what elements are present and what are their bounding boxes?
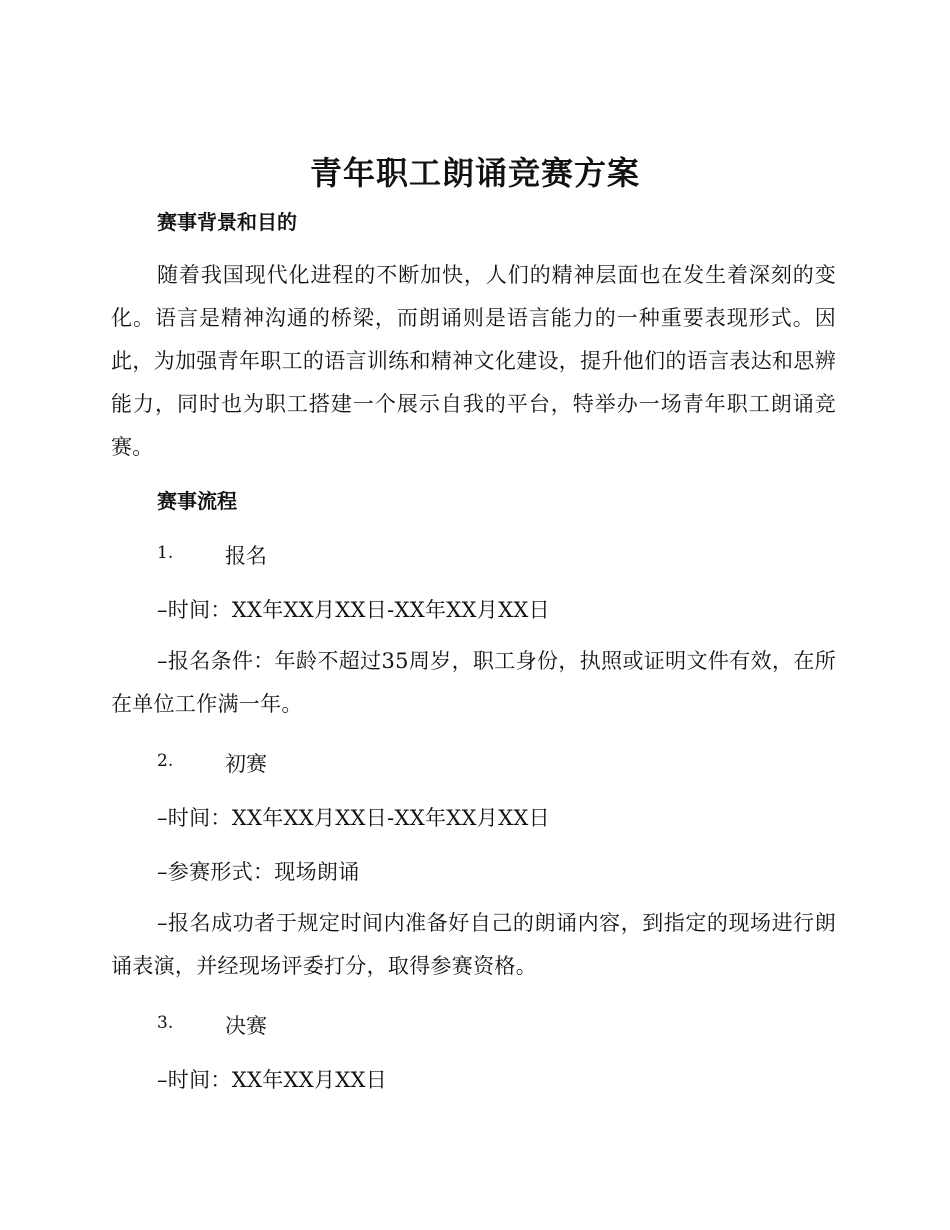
step-detail-line: –时间：XX年XX月XX日-XX年XX月XX日 [157, 598, 550, 622]
step-number: 1. [157, 543, 174, 563]
document-title: 青年职工朗诵竞赛方案 [309, 154, 640, 192]
step-label-preliminary: 初赛 [225, 752, 267, 776]
step-detail-paragraph: –报名成功者于规定时间内准备好自己的朗诵内容，到指定的现场进行朗诵表演，并经现场评委打分，取得参赛资格。 [111, 911, 836, 978]
section-heading-background: 赛事背景和目的 [157, 210, 297, 234]
step-number: 3. [157, 1013, 174, 1033]
step-detail-paragraph: –报名条件：年龄不超过35周岁，职工身份，执照或证明文件有效，在所在单位工作满一年。 [111, 649, 836, 716]
background-paragraph: 随着我国现代化进程的不断加快，人们的精神层面也在发生着深刻的变化。语言是精神沟通的桥梁，而朗诵则是语言能力的一种重要表现形式。因此，为加强青年职工的语言训练和精神文化建设，提升他们的语言表达和思辨能力，同时也为职工搭建一个展示自我的平台，特举办一场青年职工朗诵竞赛。 [111, 263, 836, 459]
step-detail-line: –参赛形式：现场朗诵 [157, 860, 360, 884]
step-label-registration: 报名 [225, 544, 267, 568]
step-label-final: 决赛 [225, 1014, 267, 1038]
step-detail-line: –时间：XX年XX月XX日 [157, 1068, 388, 1092]
step-number: 2. [157, 751, 174, 771]
section-heading-process: 赛事流程 [157, 489, 237, 513]
step-detail-line: –时间：XX年XX月XX日-XX年XX月XX日 [157, 806, 550, 830]
